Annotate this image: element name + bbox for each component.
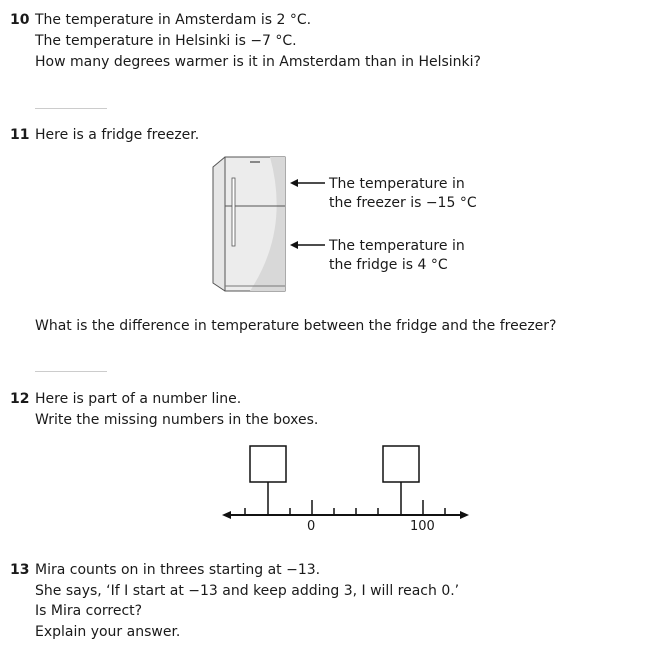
question-number: 12	[10, 391, 30, 407]
question-text: The temperature in Helsinki is −7 °C.	[35, 33, 297, 49]
question-number: 13	[10, 562, 30, 578]
question-text: How many degrees warmer is it in Amsterdam than in Helsinki?	[35, 54, 481, 70]
freezer-label: The temperature in	[329, 176, 465, 192]
tick-label: 100	[410, 519, 435, 534]
answer-box	[383, 446, 419, 482]
question-text: Is Mira correct?	[35, 603, 143, 619]
question-text: Here is a fridge freezer.	[35, 127, 200, 143]
question-text: Write the missing numbers in the boxes.	[35, 412, 319, 428]
question-text: What is the difference in temperature between the fridge and the freezer?	[35, 318, 557, 334]
freezer-label: the freezer is −15 °C	[329, 195, 477, 211]
question-text: She says, ‘If I start at −13 and keep adding 3, I will reach 0.’	[35, 583, 460, 599]
question-number: 11	[10, 127, 30, 143]
question-text: Explain your answer.	[35, 624, 181, 640]
question-number: 10	[10, 12, 30, 28]
fridge-label: The temperature in	[329, 238, 465, 254]
question-text: Mira counts on in threes starting at −13.	[35, 562, 321, 578]
answer-box	[250, 446, 286, 482]
question-text: The temperature in Amsterdam is 2 °C.	[35, 12, 312, 28]
question-text: Here is part of a number line.	[35, 391, 242, 407]
fridge-label: the fridge is 4 °C	[329, 257, 448, 273]
tick-label: 0	[307, 519, 316, 534]
